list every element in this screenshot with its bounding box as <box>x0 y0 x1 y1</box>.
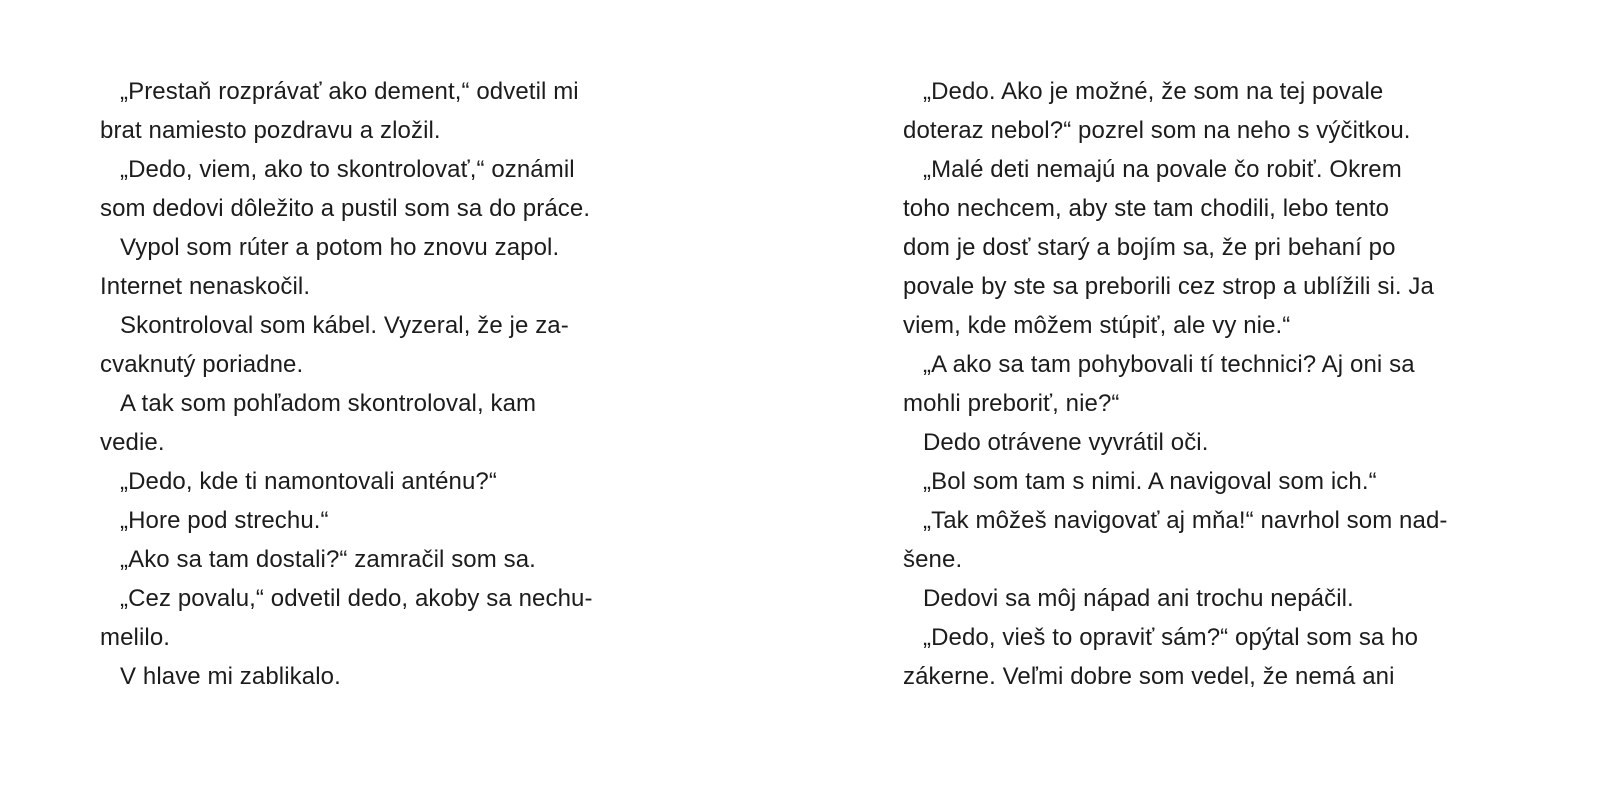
text-line: šene. <box>903 546 963 573</box>
text-line: V hlave mi zablikalo. <box>120 663 341 690</box>
text-line: „Hore pod strechu.“ <box>120 507 329 534</box>
text-line: povale by ste sa preborili cez strop a ublížili si. Ja <box>903 273 1434 300</box>
text-line: „Tak môžeš navigovať aj mňa!“ navrhol som nad- <box>923 507 1448 534</box>
text-line: dom je dosť starý a bojím sa, že pri behaní po <box>903 234 1396 261</box>
text-line: „Dedo. Ako je možné, že som na tej povale <box>923 78 1384 105</box>
right-page <box>903 72 1503 696</box>
text-line: „Dedo, kde ti namontovali anténu?“ <box>120 468 497 495</box>
text-line: doteraz nebol?“ pozrel som na neho s výčitkou. <box>903 117 1411 144</box>
text-line: Internet nenaskočil. <box>100 273 311 300</box>
text-line: „Dedo, viem, ako to skontrolovať,“ oznámil <box>120 156 575 183</box>
text-line: som dedovi dôležito a pustil som sa do práce. <box>100 195 591 222</box>
text-line: cvaknutý poriadne. <box>100 351 304 378</box>
text-line: Skontroloval som kábel. Vyzeral, že je za- <box>120 312 569 339</box>
text-line: „Malé deti nemajú na povale čo robiť. Okrem <box>923 156 1402 183</box>
text-line: „Cez povalu,“ odvetil dedo, akoby sa nechu- <box>120 585 593 612</box>
text-line: melilo. <box>100 624 171 651</box>
text-line: „Ako sa tam dostali?“ zamračil som sa. <box>120 546 536 573</box>
text-line: Dedo otrávene vyvrátil oči. <box>923 429 1209 456</box>
text-line: viem, kde môžem stúpiť, ale vy nie.“ <box>903 312 1291 339</box>
text-line: A tak som pohľadom skontroloval, kam <box>120 390 537 417</box>
text-line: „Bol som tam s nimi. A navigoval som ich.“ <box>923 468 1377 495</box>
text-line: toho nechcem, aby ste tam chodili, lebo tento <box>903 195 1390 222</box>
text-line: „Prestaň rozprávať ako dement,“ odvetil mi <box>120 78 579 105</box>
text-line: brat namiesto pozdravu a zložil. <box>100 117 441 144</box>
text-line: „A ako sa tam pohybovali tí technici? Aj oni sa <box>923 351 1415 378</box>
text-line: vedie. <box>100 429 165 456</box>
text-line: „Dedo, vieš to opraviť sám?“ opýtal som sa ho <box>923 624 1419 651</box>
text-line: mohli preboriť, nie?“ <box>903 390 1120 417</box>
text-line: Dedovi sa môj nápad ani trochu nepáčil. <box>923 585 1354 612</box>
text-line: Vypol som rúter a potom ho znovu zapol. <box>120 234 560 261</box>
text-line: zákerne. Veľmi dobre som vedel, že nemá ani <box>903 663 1395 690</box>
left-page <box>100 72 700 696</box>
